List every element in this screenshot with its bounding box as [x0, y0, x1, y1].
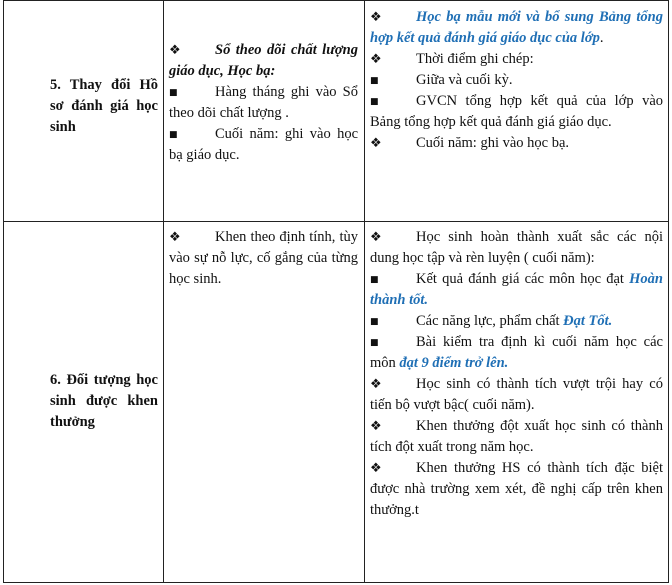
list-item-text — [169, 40, 358, 82]
row-6-old-content — [169, 227, 358, 290]
text-run: GVCN tổng hợp kết quả của lớp vào Bảng tổng hợp kết quả đánh giá giáo dục. — [370, 93, 663, 130]
row-5-header: 5. Thay đổi Hồ sơ đánh giá học sinh — [50, 77, 158, 135]
text-run: Học sinh có thành tích vượt trội hay có tiến bộ vượt bậc( cuối năm). — [370, 376, 663, 413]
square-bullet-icon: ■ — [169, 88, 178, 98]
list-item — [169, 40, 358, 82]
diamond-bullet-icon: ❖ — [370, 461, 382, 476]
list-item — [370, 227, 663, 269]
list-item-text — [370, 70, 663, 91]
list-item — [370, 311, 663, 332]
list-item-text — [370, 458, 663, 521]
diamond-bullet-icon: ❖ — [169, 43, 181, 58]
list-item — [370, 269, 663, 311]
list-item-text — [370, 269, 663, 311]
highlighted-text: Đạt Tốt. — [563, 313, 613, 329]
list-item — [370, 416, 663, 458]
list-item — [370, 70, 663, 91]
list-item — [169, 82, 358, 124]
diamond-bullet-icon: ❖ — [370, 230, 382, 245]
text-run: . — [599, 30, 604, 46]
diamond-bullet-icon: ❖ — [169, 230, 181, 245]
list-item-text — [169, 124, 358, 166]
diamond-bullet-icon: ❖ — [370, 136, 382, 151]
row-5-old-content — [169, 40, 358, 166]
row-divider — [4, 221, 668, 222]
text-run: Thời điểm ghi chép: — [416, 51, 534, 67]
list-item — [370, 332, 663, 374]
list-item-text — [169, 227, 358, 290]
square-bullet-icon: ■ — [370, 317, 379, 327]
text-run: Cuối năm: ghi vào học bạ. — [416, 135, 570, 151]
list-item — [370, 374, 663, 416]
text-run: Học sinh hoàn thành xuất sắc các nội dung học tập và rèn luyện ( cuối năm): — [370, 229, 663, 266]
list-item — [370, 458, 663, 521]
row-6-header: 6. Đối tượng học sinh được khen thưởng — [50, 372, 158, 430]
list-item — [169, 227, 358, 290]
diamond-bullet-icon: ❖ — [370, 377, 382, 392]
column-divider — [163, 1, 164, 582]
text-run: Khen thưởng HS có thành tích đặc biệt được nhà trường xem xét, đề nghị cấp trên khen thưởng.t — [370, 460, 663, 518]
list-item — [169, 124, 358, 166]
text-run: Cuối năm: ghi vào học bạ giáo dục. — [169, 126, 358, 163]
list-item-text — [370, 91, 663, 133]
comparison-table — [3, 0, 669, 583]
list-item-text — [370, 311, 663, 332]
square-bullet-icon: ■ — [169, 130, 178, 140]
highlighted-text: Học bạ mẫu mới và bổ sung Bảng tổng hợp kết quả đánh giá giáo dục của lớp — [370, 9, 663, 46]
row-5-new-content — [370, 7, 663, 154]
diamond-bullet-icon: ❖ — [370, 10, 382, 25]
text-run: Khen thưởng đột xuất học sinh có thành tích đột xuất trong năm học. — [370, 418, 663, 455]
list-item-text — [370, 227, 663, 269]
list-item — [370, 91, 663, 133]
square-bullet-icon: ■ — [370, 97, 379, 107]
text-run: Hàng tháng ghi vào Sổ theo dõi chất lượng . — [169, 84, 358, 121]
emphasized-text: Sổ theo dõi chất lượng giáo dục, Học bạ: — [169, 42, 358, 79]
list-item-text — [370, 49, 663, 70]
column-divider — [364, 1, 365, 582]
square-bullet-icon: ■ — [370, 76, 379, 86]
text-run: Các năng lực, phẩm chất — [416, 313, 564, 329]
list-item — [370, 49, 663, 70]
list-item — [370, 133, 663, 154]
diamond-bullet-icon: ❖ — [370, 419, 382, 434]
list-item-text — [370, 133, 663, 154]
text-run: Khen theo định tính, tùy vào sự nỗ lực, cố gắng của từng học sinh. — [169, 229, 358, 287]
text-run: Giữa và cuối kỳ. — [416, 72, 513, 88]
list-item-text — [370, 416, 663, 458]
highlighted-text: Hoàn thành tốt. — [370, 271, 663, 308]
highlighted-text: đạt 9 điểm trở lên. — [399, 355, 509, 371]
list-item-text — [370, 374, 663, 416]
square-bullet-icon: ■ — [370, 275, 379, 285]
list-item — [370, 7, 663, 49]
list-item-text — [169, 82, 358, 124]
text-run: Kết quả đánh giá các môn học đạt — [416, 271, 630, 287]
square-bullet-icon: ■ — [370, 338, 379, 348]
text-run: Bài kiểm tra định kì cuối năm học các môn — [370, 334, 663, 371]
row-6-new-content — [370, 227, 663, 521]
list-item-text — [370, 332, 663, 374]
diamond-bullet-icon: ❖ — [370, 52, 382, 67]
list-item-text — [370, 7, 663, 49]
